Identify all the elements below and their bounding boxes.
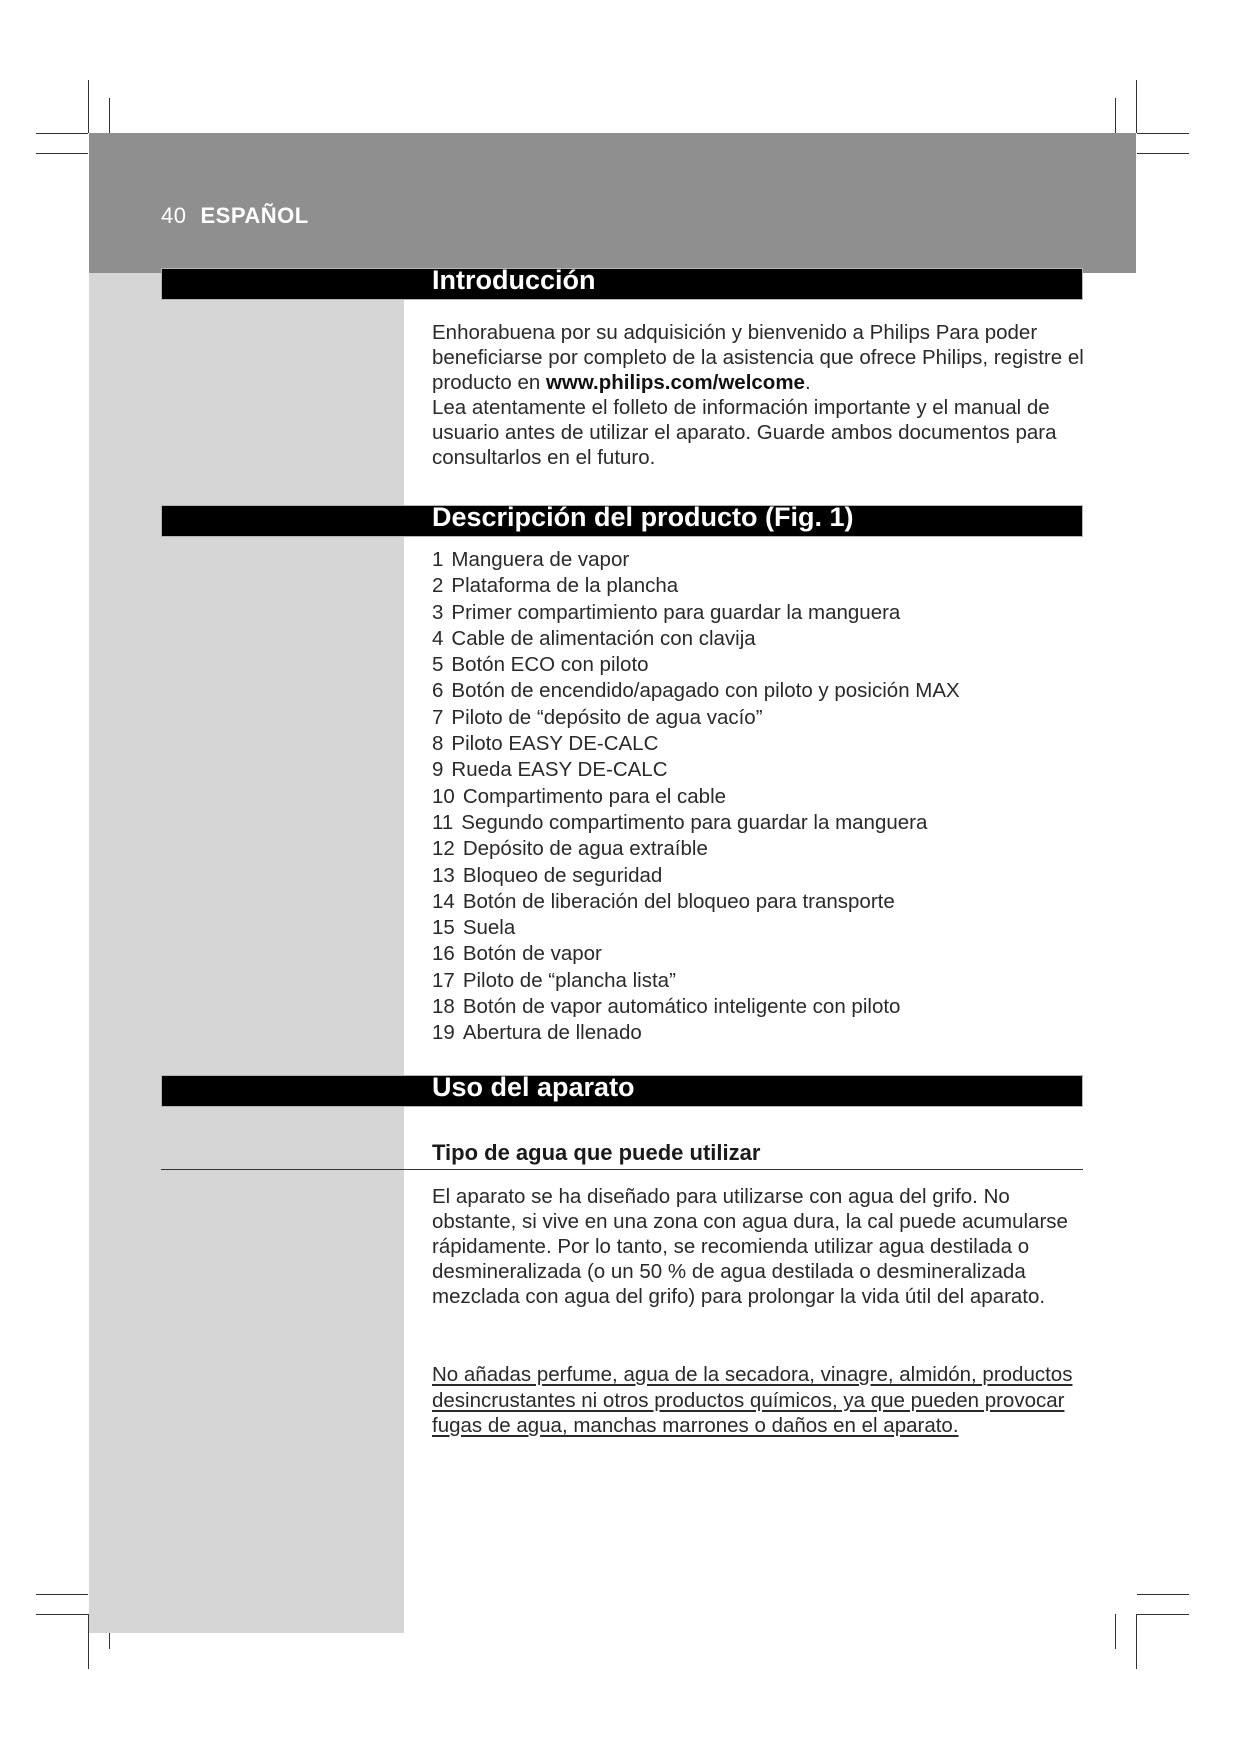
list-item-label: Plataforma de la plancha [451,574,679,598]
list-item-label: Abertura de llenado [462,1021,642,1045]
list-item-label: Segundo compartimento para guardar la manguera [461,810,928,834]
crop-mark [88,80,89,133]
list-item-label: Rueda EASY DE-CALC [451,758,668,782]
list-item-number: 2 [432,574,444,598]
section-title-intro: Introducción [432,265,596,295]
list-item-number: 10 [432,784,455,808]
list-item [432,600,960,626]
subheading-rule [161,1169,1083,1170]
page-number: 40 [161,203,187,228]
list-item-number: 5 [432,653,444,677]
section-bar-intro [161,268,1083,300]
list-item-label: Botón de vapor [462,942,602,966]
list-item-label: Botón ECO con piloto [451,653,649,677]
list-item [432,784,960,810]
crop-mark [1136,80,1137,133]
section-title-description: Descripción del producto (Fig. 1) [432,502,854,532]
crop-mark [1115,98,1116,133]
list-item-number: 15 [432,916,455,940]
list-item-number: 13 [432,863,455,887]
welcome-link[interactable]: www.philips.com/welcome [545,371,805,394]
subheading-water-type: Tipo de agua que puede utilizar [432,1140,761,1165]
list-item [432,836,960,862]
crop-mark [109,98,110,133]
list-item [432,652,960,678]
list-item-label: Piloto EASY DE-CALC [451,732,659,756]
list-item-number: 11 [432,810,454,834]
crop-mark [1137,1594,1189,1595]
intro-text [432,320,1092,470]
list-item [432,573,960,599]
list-item [432,863,960,889]
parts-list [432,547,960,1047]
crop-mark [1115,1614,1116,1649]
section-title-usage: Uso del aparato [432,1072,635,1102]
list-item-number: 16 [432,942,455,966]
page-header [161,203,309,229]
list-item [432,547,960,573]
crop-mark [36,153,88,154]
list-item-label: Bloqueo de seguridad [462,863,663,887]
list-item [432,941,960,967]
list-item-label: Cable de alimentación con clavija [451,626,756,650]
list-item-number: 14 [432,889,455,913]
list-item [432,731,960,757]
side-column [89,273,404,1633]
intro-paragraph-1 [432,320,1092,395]
list-item-label: Depósito de agua extraíble [462,837,708,861]
list-item-label: Botón de encendido/apagado con piloto y posición MAX [451,679,960,703]
list-item [432,626,960,652]
crop-mark [36,1614,88,1615]
list-item-number: 8 [432,732,444,756]
crop-mark [36,1594,88,1595]
list-item-label: Piloto de “plancha lista” [462,968,676,992]
list-item [432,678,960,704]
list-item [432,968,960,994]
list-item [432,757,960,783]
list-item-label: Piloto de “depósito de agua vacío” [451,705,763,729]
list-item-label: Botón de liberación del bloqueo para transporte [462,889,895,913]
list-item [432,889,960,915]
intro-paragraph-2: Lea atentamente el folleto de información importante y el manual de usuario antes de utilizar el aparato. Guarde ambos documentos para consultarlos en el futuro. [432,396,1057,469]
list-item-number: 17 [432,968,455,992]
list-item-label: Compartimento para el cable [462,784,727,808]
list-item-label: Suela [462,916,516,940]
list-item-number: 4 [432,626,444,650]
usage-paragraph: El aparato se ha diseñado para utilizarse con agua del grifo. No obstante, si vive en una zona con agua dura, la cal puede acumularse rápidamente. Por lo tanto, se recomienda utilizar agua destilada o desmineralizada (o un 50 % de agua destilada o desmineralizada mezclada con agua del grifo) para prolongar la vida útil del aparato. [432,1185,1068,1308]
warning-note: No añadas perfume, agua de la secadora, vinagre, almidón, productos desincrustantes ni otros productos químicos, ya que pueden provocar fugas de agua, manchas marrones o daños en el aparato. [432,1363,1073,1437]
list-item-number: 7 [432,705,444,729]
list-item [432,1020,960,1046]
crop-mark [1137,153,1189,154]
list-item-label: Primer compartimiento para guardar la manguera [451,600,901,624]
intro-paragraph-1-text: Enhorabuena por su adquisición y bienvenido a Philips Para poder beneficiarse por completo de la asistencia que ofrece Philips, registre el producto en [432,321,1084,394]
list-item [432,994,960,1020]
list-item [432,810,960,836]
list-item-number: 6 [432,679,444,703]
crop-mark [36,133,88,134]
list-item-label: Manguera de vapor [451,548,630,571]
list-item [432,705,960,731]
list-item-number: 18 [432,995,455,1019]
intro-paragraph-1-end: . [804,371,811,394]
list-item-number: 12 [432,837,455,861]
crop-mark [1137,1614,1189,1615]
crop-mark [1137,133,1189,134]
crop-mark [1136,1614,1137,1669]
list-item-number: 3 [432,600,444,624]
list-item-label: Botón de vapor automático inteligente con piloto [462,995,901,1019]
language-label: ESPAÑOL [200,203,309,228]
list-item-number: 9 [432,758,444,782]
list-item-number: 19 [432,1021,455,1045]
list-item-number: 1 [432,548,444,571]
list-item [432,915,960,941]
